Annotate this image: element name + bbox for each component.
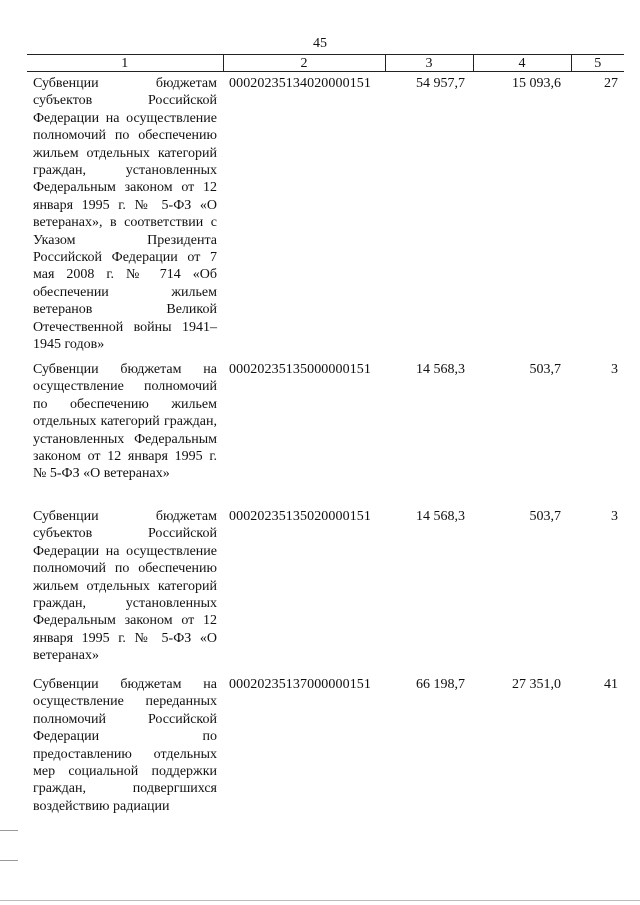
scan-margin-mark	[0, 860, 18, 861]
table-row	[27, 505, 624, 673]
budget-code: 00020235135000000151	[229, 362, 371, 377]
budget-code: 00020235135020000151	[229, 509, 371, 524]
column-header-3: 3	[385, 55, 473, 72]
amount-col4: 15 093,6	[512, 76, 561, 91]
column-header-5: 5	[571, 55, 624, 72]
column-header-4: 4	[473, 55, 571, 72]
amount-col3: 14 568,3	[416, 362, 465, 377]
subsidy-name: Субвенции бюджетам субъектов Российской Федерации на осуществление полномочий по обеспечению жильем отдельных категорий граждан, установленных Федеральным законом от 12 января 1995 г. № 5-ФЗ «О ветеранах», в соответствии с Указом Президента Российской Федерации от 7 мая 2008 г. № 714 «Об обеспечении жильем ветеранов Великой Отечественной войны 1941–1945 годов»	[33, 76, 217, 353]
amount-col4: 503,7	[529, 509, 561, 524]
value-col5: 41	[604, 677, 618, 692]
value-col5: 27	[604, 76, 618, 91]
amount-col4: 27 351,0	[512, 677, 561, 692]
column-header-1: 1	[27, 55, 223, 72]
value-col5: 3	[611, 362, 618, 377]
scan-margin-mark	[0, 830, 18, 831]
column-header-2: 2	[223, 55, 385, 72]
amount-col3: 14 568,3	[416, 509, 465, 524]
page-number: 45	[313, 36, 327, 51]
value-col5: 3	[611, 509, 618, 524]
amount-col3: 66 198,7	[416, 677, 465, 692]
table-row	[27, 72, 624, 359]
subsidy-name: Субвенции бюджетам на осуществление полномочий по обеспечению жильем отдельных категорий граждан, установленных Федеральным законом от 12 января 1995 г. № 5-ФЗ «О ветеранах»	[33, 362, 217, 482]
budget-code: 00020235134020000151	[229, 76, 371, 91]
subsidy-name: Субвенции бюджетам субъектов Российской Федерации на осуществление полномочий по обеспечению жильем отдельных категорий граждан, установленных Федеральным законом от 12 января 1995 г. № 5-ФЗ «О ветеранах»	[33, 509, 217, 664]
page-bottom-edge	[0, 900, 640, 901]
subsidy-name: Субвенции бюджетам на осуществление переданных полномочий Российской Федерации по предоставлению отдельных мер социальной поддержки граждан, подвергшихся воздействию радиации	[33, 677, 217, 814]
table-row	[27, 673, 624, 816]
budget-table	[27, 54, 624, 816]
amount-col3: 54 957,7	[416, 76, 465, 91]
table-row	[27, 358, 624, 505]
budget-code: 00020235137000000151	[229, 677, 371, 692]
amount-col4: 503,7	[529, 362, 561, 377]
header-row	[27, 55, 624, 72]
